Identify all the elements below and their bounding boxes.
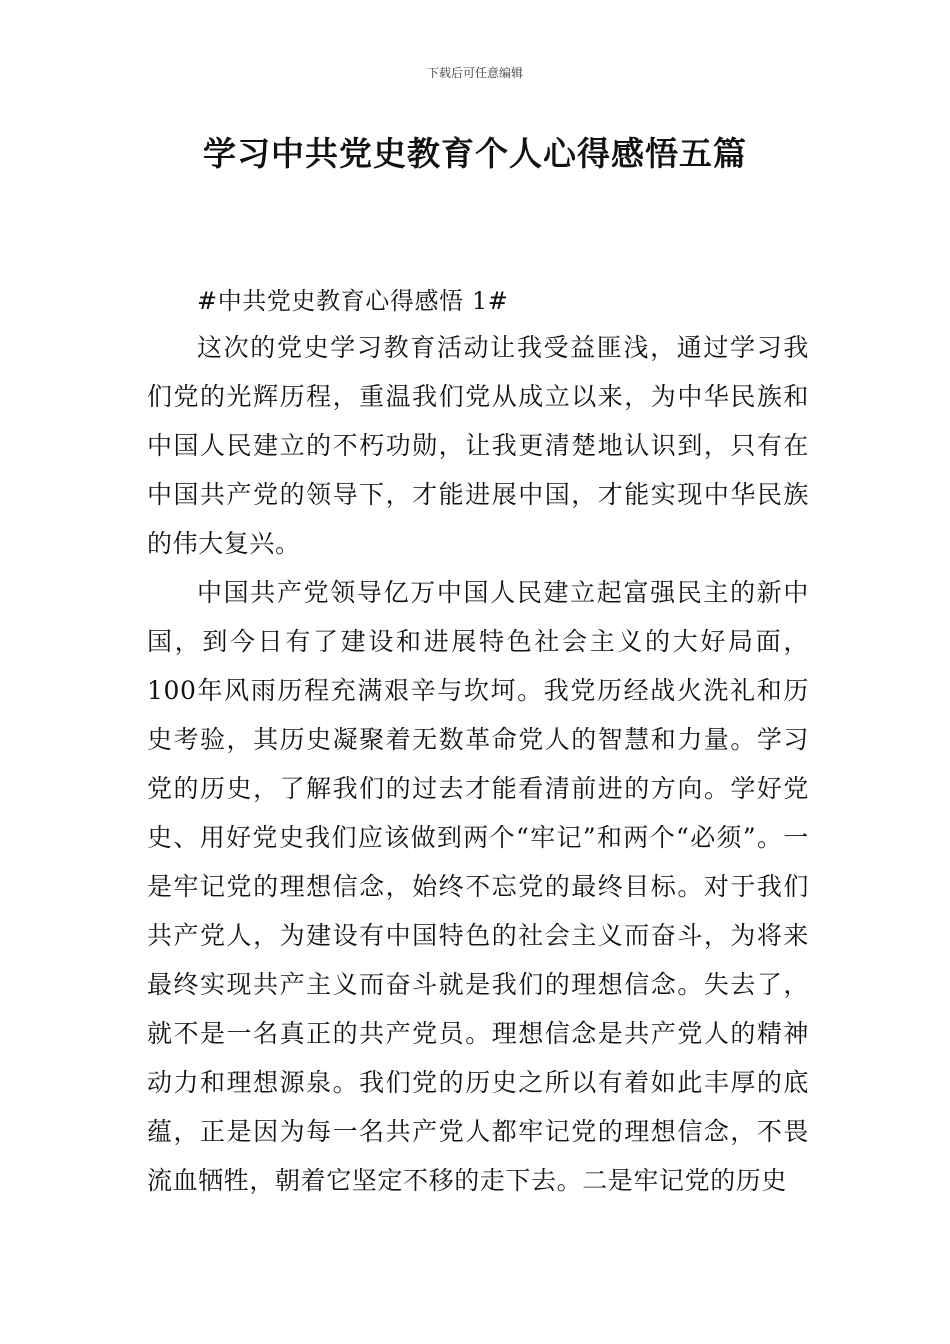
body-paragraph: 中国共产党领导亿万中国人民建立起富强民主的新中国，到今日有了建设和进展特色社会主义的大好局面，100年风雨历程充满艰辛与坎坷。我党历经战火洗礼和历史考验，其历史凝聚着无数革命党人的智慧和力量。学习党的历史，了解我们的过去才能看清前进的方向。学好党史、用好党史我们应该做到两个“牢记”和两个“必须”。一是牢记党的理想信念，始终不忘党的最终目标。对于我们共产党人，为建设有中国特色的社会主义而奋斗，为将来最终实现共产主义而奋斗就是我们的理想信念。失去了，就不是一名真正的共产党员。理想信念是共产党人的精神动力和理想源泉。我们党的历史之所以有着如此丰厚的底蕴，正是因为每一名共产党人都牢记党的理想信念，不畏流血牺牲，朝着它坚定不移的走下去。二是牢记党的历史	[147, 578, 809, 1195]
header-note: 下载后可任意编辑	[426, 66, 523, 80]
document-title: 学习中共党史教育个人心得感悟五篇	[203, 134, 747, 173]
body-paragraph: 这次的党史学习教育活动让我受益匪浅，通过学习我们党的光辉历程，重温我们党从成立以来，为中华民族和中国人民建立的不朽功勋，让我更清楚地认识到，只有在中国共产党的领导下，才能进展中国，才能实现中华民族的伟大复兴。	[147, 333, 809, 558]
document-body	[147, 280, 809, 1205]
section-heading: #中共党史教育心得感悟 1#	[197, 287, 509, 315]
